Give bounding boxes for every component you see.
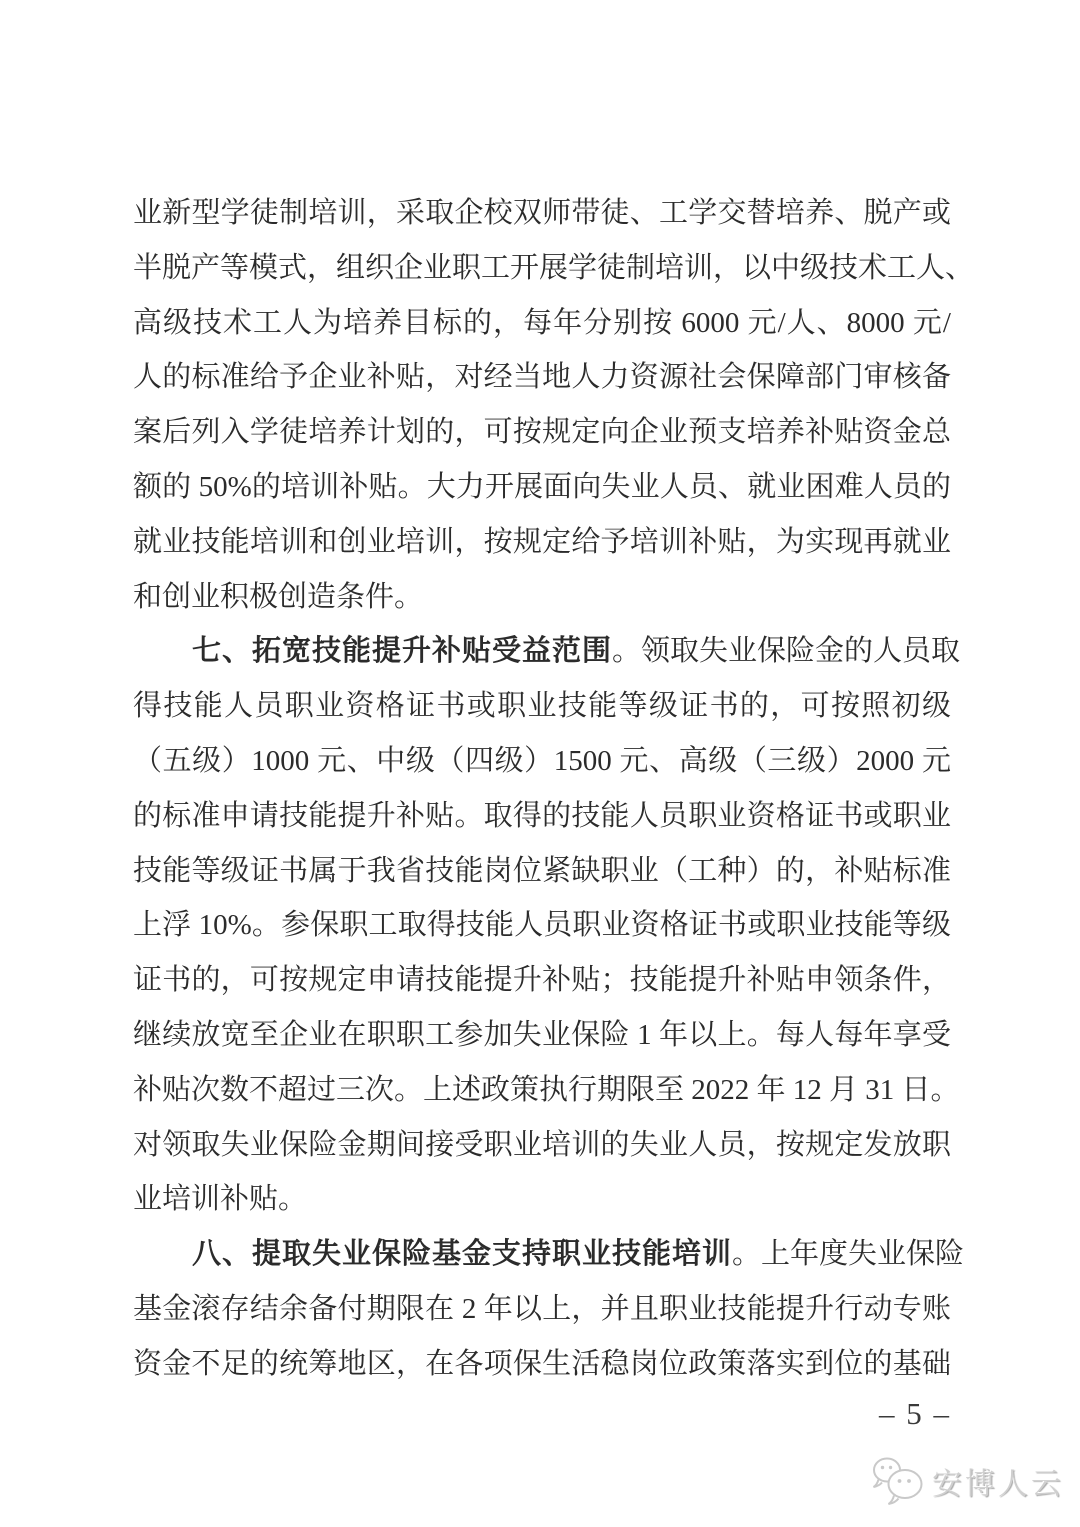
body-text: 额的 50%的培训补贴。大力开展面向失业人员、就业困难人员的 (133, 470, 951, 503)
text-line (133, 186, 951, 241)
body-text: 和创业积极创造条件。 (133, 580, 424, 613)
watermark (869, 1455, 1064, 1507)
section-heading: 八、提取失业保险基金支持职业技能培训 (192, 1238, 733, 1271)
text-line (133, 1172, 951, 1227)
body-text: 业新型学徒制培训，采取企校双师带徒、工学交替培养、脱产或 (133, 197, 951, 229)
text-line (133, 734, 951, 789)
body-text: 继续放宽至企业在职职工参加失业保险 1 年以上。每人每年享受 (133, 1018, 951, 1051)
body-text: 补贴次数不超过三次。上述政策执行期限至 2022 年 12 月 31 日。 (133, 1073, 960, 1106)
body-text: 资金不足的统筹地区，在各项保生活稳岗位政策落实到位的基础 (133, 1347, 951, 1380)
text-line (133, 1118, 951, 1173)
text-line (133, 515, 951, 570)
watermark-label: 安博人云 (932, 1468, 1064, 1501)
section-heading: 七、拓宽技能提升补贴受益范围 (192, 635, 613, 668)
text-line (133, 624, 961, 679)
text-line (133, 570, 951, 625)
body-text: 就业技能培训和创业培训，按规定给予培训补贴，为实现再就业 (133, 525, 951, 558)
text-line (133, 405, 951, 460)
text-line (133, 1337, 951, 1392)
body-text: 的标准申请技能提升补贴。取得的技能人员职业资格证书或职业 (133, 799, 951, 832)
text-line (133, 350, 951, 405)
body-text: 。领取失业保险金的人员取 (612, 635, 961, 668)
text-line (133, 296, 951, 351)
body-text: 高级技术工人为培养目标的，每年分别按 6000 元/人、8000 元/ (133, 306, 951, 339)
text-line (133, 1063, 960, 1118)
body-text: （五级）1000 元、中级（四级）1500 元、高级（三级）2000 元 (133, 744, 951, 777)
text-line (133, 1008, 951, 1063)
text-line (133, 679, 951, 734)
body-text: 人的标准给予企业补贴，对经当地人力资源社会保障部门审核备 (133, 361, 951, 394)
body-text: 上浮 10%。参保职工取得技能人员职业资格证书或职业技能等级 (133, 909, 951, 942)
text-line (133, 789, 951, 844)
wechat-icon (869, 1455, 927, 1507)
body-text: 案后列入学徒培养计划的，可按规定向企业预支培养补贴资金总 (133, 416, 951, 449)
body-text: 证书的，可按规定申请技能提升补贴；技能提升补贴申领条件， (133, 964, 951, 997)
body-text: 基金滚存结余备付期限在 2 年以上，并且职业技能提升行动专账 (133, 1292, 951, 1325)
body-text: 得技能人员职业资格证书或职业技能等级证书的，可按照初级 (133, 690, 951, 723)
body-text: 。上年度失业保险 (732, 1238, 965, 1271)
page-number: – 5 – (879, 1396, 951, 1431)
body-text: 半脱产等模式，组织企业职工开展学徒制培训，以中级技术工人、 (133, 251, 975, 284)
document-body (133, 186, 975, 1392)
text-line (133, 460, 951, 515)
text-line (133, 241, 975, 296)
body-text: 业培训补贴。 (133, 1183, 308, 1216)
text-line (133, 1282, 951, 1337)
text-line (133, 1227, 965, 1282)
text-line (133, 953, 951, 1008)
text-line (133, 844, 951, 899)
body-text: 技能等级证书属于我省技能岗位紧缺职业（工种）的，补贴标准 (133, 854, 951, 887)
body-text: 对领取失业保险金期间接受职业培训的失业人员，按规定发放职 (133, 1128, 951, 1161)
text-line (133, 898, 951, 953)
